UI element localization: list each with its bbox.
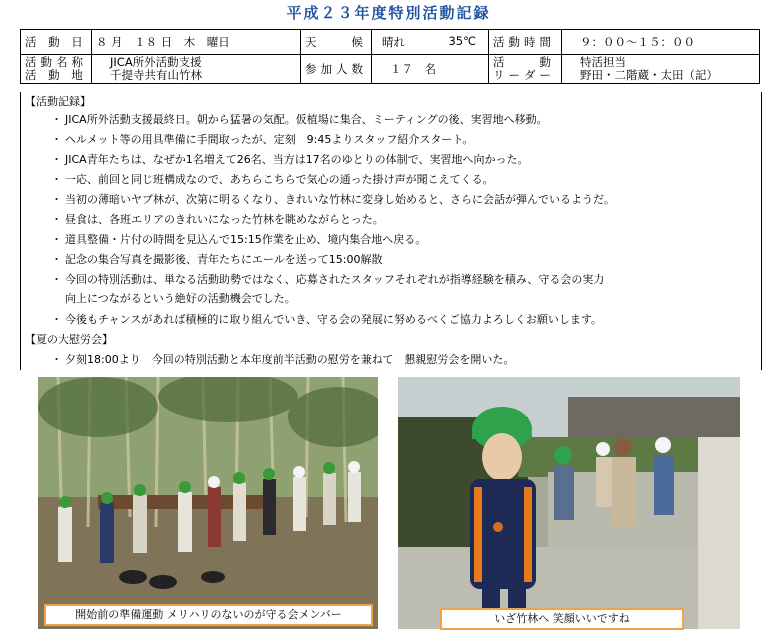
record-item-text: ヘルメット等の用具準備に手間取ったが、定刻 9:45よりスタッフ紹介スタート。: [65, 133, 474, 146]
date-value: ８ 月 １８ 日 木 曜日: [92, 30, 301, 55]
record-item-text: 今後もチャンスがあれば積極的に取り組んでいき、守る会の発展に努めるべくご協力よろしくお願いします。: [65, 313, 603, 326]
record-item-text: 道具整備・片付の時間を見込んで15:15作業を止め、境内集合地へ戻る。: [65, 233, 427, 246]
bamboo-forest-image: [38, 377, 378, 629]
record-item-text: 記念の集合写真を撮影後、青年たちにエールを送って15:00解散: [65, 253, 383, 266]
record-item-text: JICA青年たちは、なぜか1名増えて26名、当方は17名のゆとりの体制で、実習地へ向かった。: [65, 153, 529, 166]
name-label: [21, 55, 92, 84]
record-item-text: 今回の特別活動は、単なる活動助勢ではなく、応募されたスタッフそれぞれが指導経験を積み、守る会の実力: [65, 273, 605, 286]
record-item: ・ JICA青年たちは、なぜか1名増えて26名、当方は17名のゆとりの体制で、実習地へ向かった。: [51, 153, 529, 166]
summer-heading: 【夏の大慰労会】: [25, 333, 113, 346]
leader-value: [562, 55, 760, 84]
summer-item: ・ 夕刻18:00より 今回の特別活動と本年度前半活動の慰労を兼ねて 懇親慰労会を開いた。: [51, 353, 515, 366]
record-item: ・ ヘルメット等の用具準備に手間取ったが、定刻 9:45よりスタッフ紹介スタート。: [51, 133, 474, 146]
activity-record: [20, 92, 762, 370]
record-item-continuation: 向上につながるという絶好の活動機会でした。: [65, 292, 296, 305]
summer-item-text: 夕刻18:00より 今回の特別活動と本年度前半活動の慰労を兼ねて 懇親慰労会を開いた。: [65, 353, 515, 366]
date-label: 活 動 日: [21, 30, 92, 55]
record-item: ・ 今回の特別活動は、単なる活動助勢ではなく、応募されたスタッフそれぞれが指導経験を積み、守る会の実力: [51, 273, 605, 286]
time-label: 活動時間: [489, 30, 562, 55]
walking-photo: [398, 377, 740, 629]
name-label-line1: 活動名称: [25, 55, 87, 69]
record-heading: 【活動記録】: [25, 95, 91, 108]
record-item: ・ 道具整備・片付の時間を見込んで15:15作業を止め、境内集合地へ戻る。: [51, 233, 427, 246]
leader-label-line2: リーダー: [493, 68, 555, 82]
name-value-line2: 千提寺共有山竹林: [110, 68, 202, 82]
caption-left: 開始前の準備運動 メリハリのないのが守る会メンバー: [44, 604, 373, 626]
record-item-text: 一応、前回と同じ班構成なので、あちらこちらで気心の通った掛け声が聞こえてくる。: [65, 173, 494, 186]
weather-label: 天 候: [301, 30, 372, 55]
name-value-line1: JICA所外活動支援: [110, 55, 202, 69]
name-value: [92, 55, 301, 84]
record-item: ・ 当初の薄暗いヤブ林が、次第に明るくなり、きれいな竹林に変身し始めると、さらに会話が弾んでいるようだ。: [51, 193, 615, 206]
weather-value: 晴れ: [382, 35, 405, 49]
leader-label: [489, 55, 562, 84]
record-item: ・ 一応、前回と同じ班構成なので、あちらこちらで気心の通った掛け声が聞こえてくる。: [51, 173, 494, 186]
warmup-photo: [38, 377, 378, 629]
participants-cell: [372, 55, 489, 84]
record-item-text: 当初の薄暗いヤブ林が、次第に明るくなり、きれいな竹林に変身し始めると、さらに会話が弾んでいるようだ。: [65, 193, 615, 206]
leader-value-line2: 野田・二階蔵・太田（記）: [580, 68, 718, 82]
record-item: ・ JICA所外活動支援最終日。朝から猛暑の気配。仮植場に集合、ミーティングの後、実習地へ移動。: [51, 113, 548, 126]
participants-label: 参加人数: [301, 55, 372, 84]
leader-value-line1: 特活担当: [580, 55, 626, 69]
record-item-text: 昼食は、各班エリアのきれいになった竹林を眺めながらとった。: [65, 213, 384, 226]
temperature-value: 35℃: [448, 34, 476, 48]
time-value: [562, 30, 760, 55]
time-text: ９：００〜１５：００: [580, 35, 695, 49]
record-item-text: JICA所外活動支援最終日。朝から猛暑の気配。仮植場に集合、ミーティングの後、実習地へ移動。: [65, 113, 548, 126]
info-table: [20, 29, 760, 84]
record-item: ・ 昼食は、各班エリアのきれいになった竹林を眺めながらとった。: [51, 213, 384, 226]
page-title: 平成２３年度特別活動記録: [286, 4, 491, 22]
weather-cell: [372, 30, 489, 55]
participants-value: １７ 名: [390, 62, 436, 76]
walking-to-forest-image: [398, 377, 740, 629]
record-item: ・ 記念の集合写真を撮影後、青年たちにエールを送って15:00解散: [51, 253, 383, 266]
caption-right: いざ竹林へ 笑顔いいですね: [440, 608, 684, 630]
name-label-line2: 活 動 地: [25, 68, 87, 82]
record-item: ・ 今後もチャンスがあれば積極的に取り組んでいき、守る会の発展に努めるべくご協力よろしくお願いします。: [51, 313, 603, 326]
leader-label-line1: 活 動: [493, 55, 555, 69]
